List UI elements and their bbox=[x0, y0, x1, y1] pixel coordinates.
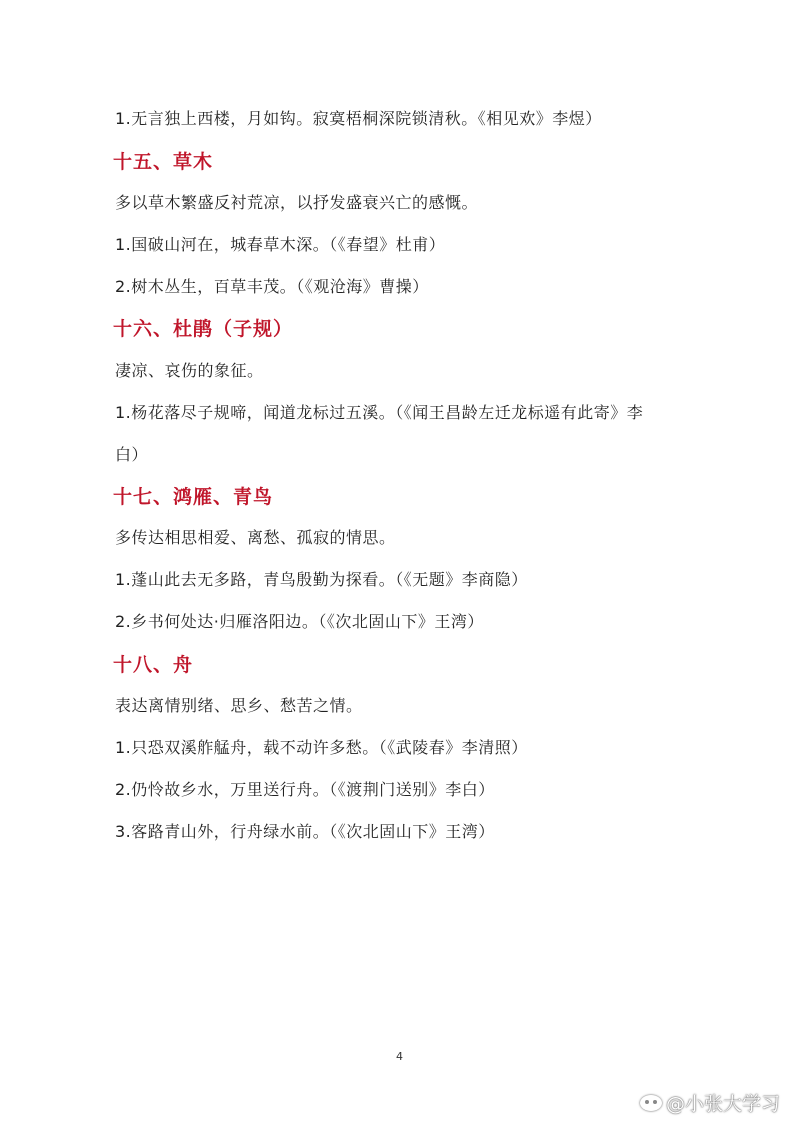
section-heading-17: 十七、鸿雁、青鸟 bbox=[113, 486, 274, 508]
poem-line: 1.只恐双溪舴艋舟，载不动许多愁。（《武陵春》李清照） bbox=[115, 738, 528, 757]
section-description: 多传达相思相爱、离愁、孤寂的情思。 bbox=[115, 528, 396, 547]
poem-line-continuation: 白） bbox=[115, 445, 149, 464]
poem-line: 3.客路青山外，行舟绿水前。（《次北固山下》王湾） bbox=[115, 822, 495, 841]
section-heading-16: 十六、杜鹃（子规） bbox=[113, 318, 294, 340]
watermark-text: @小张大学习 bbox=[665, 1093, 780, 1115]
poem-line: 1.无言独上西楼，月如钩。寂寞梧桐深院锁清秋。《相见欢》李煜） bbox=[115, 109, 602, 128]
poem-line: 1.蓬山此去无多路，青鸟殷勤为探看。（《无题》李商隐） bbox=[115, 570, 528, 589]
page-number: 4 bbox=[396, 1050, 403, 1063]
poem-line: 2.仍怜故乡水，万里送行舟。（《渡荆门送别》李白） bbox=[115, 780, 495, 799]
section-description: 凄凉、哀伤的象征。 bbox=[115, 361, 264, 380]
watermark bbox=[640, 1089, 780, 1116]
section-description: 多以草木繁盛反衬荒凉，以抒发盛衰兴亡的感慨。 bbox=[115, 193, 479, 212]
poem-line: 1.杨花落尽子规啼，闻道龙标过五溪。（《闻王昌龄左迁龙标遥有此寄》李 bbox=[115, 403, 644, 422]
poem-line: 1.国破山河在，城春草木深。（《春望》杜甫） bbox=[115, 235, 446, 254]
section-heading-18: 十八、舟 bbox=[113, 654, 194, 676]
poem-line: 2.乡书何处达·归雁洛阳边。（《次北固山下》王湾） bbox=[115, 612, 484, 631]
section-description: 表达离情别绪、思乡、愁苦之情。 bbox=[115, 696, 363, 715]
section-heading-15: 十五、草木 bbox=[113, 151, 214, 173]
chat-bubble-icon bbox=[640, 1095, 662, 1111]
poem-line: 2.树木丛生，百草丰茂。（《观沧海》曹操） bbox=[115, 277, 429, 296]
